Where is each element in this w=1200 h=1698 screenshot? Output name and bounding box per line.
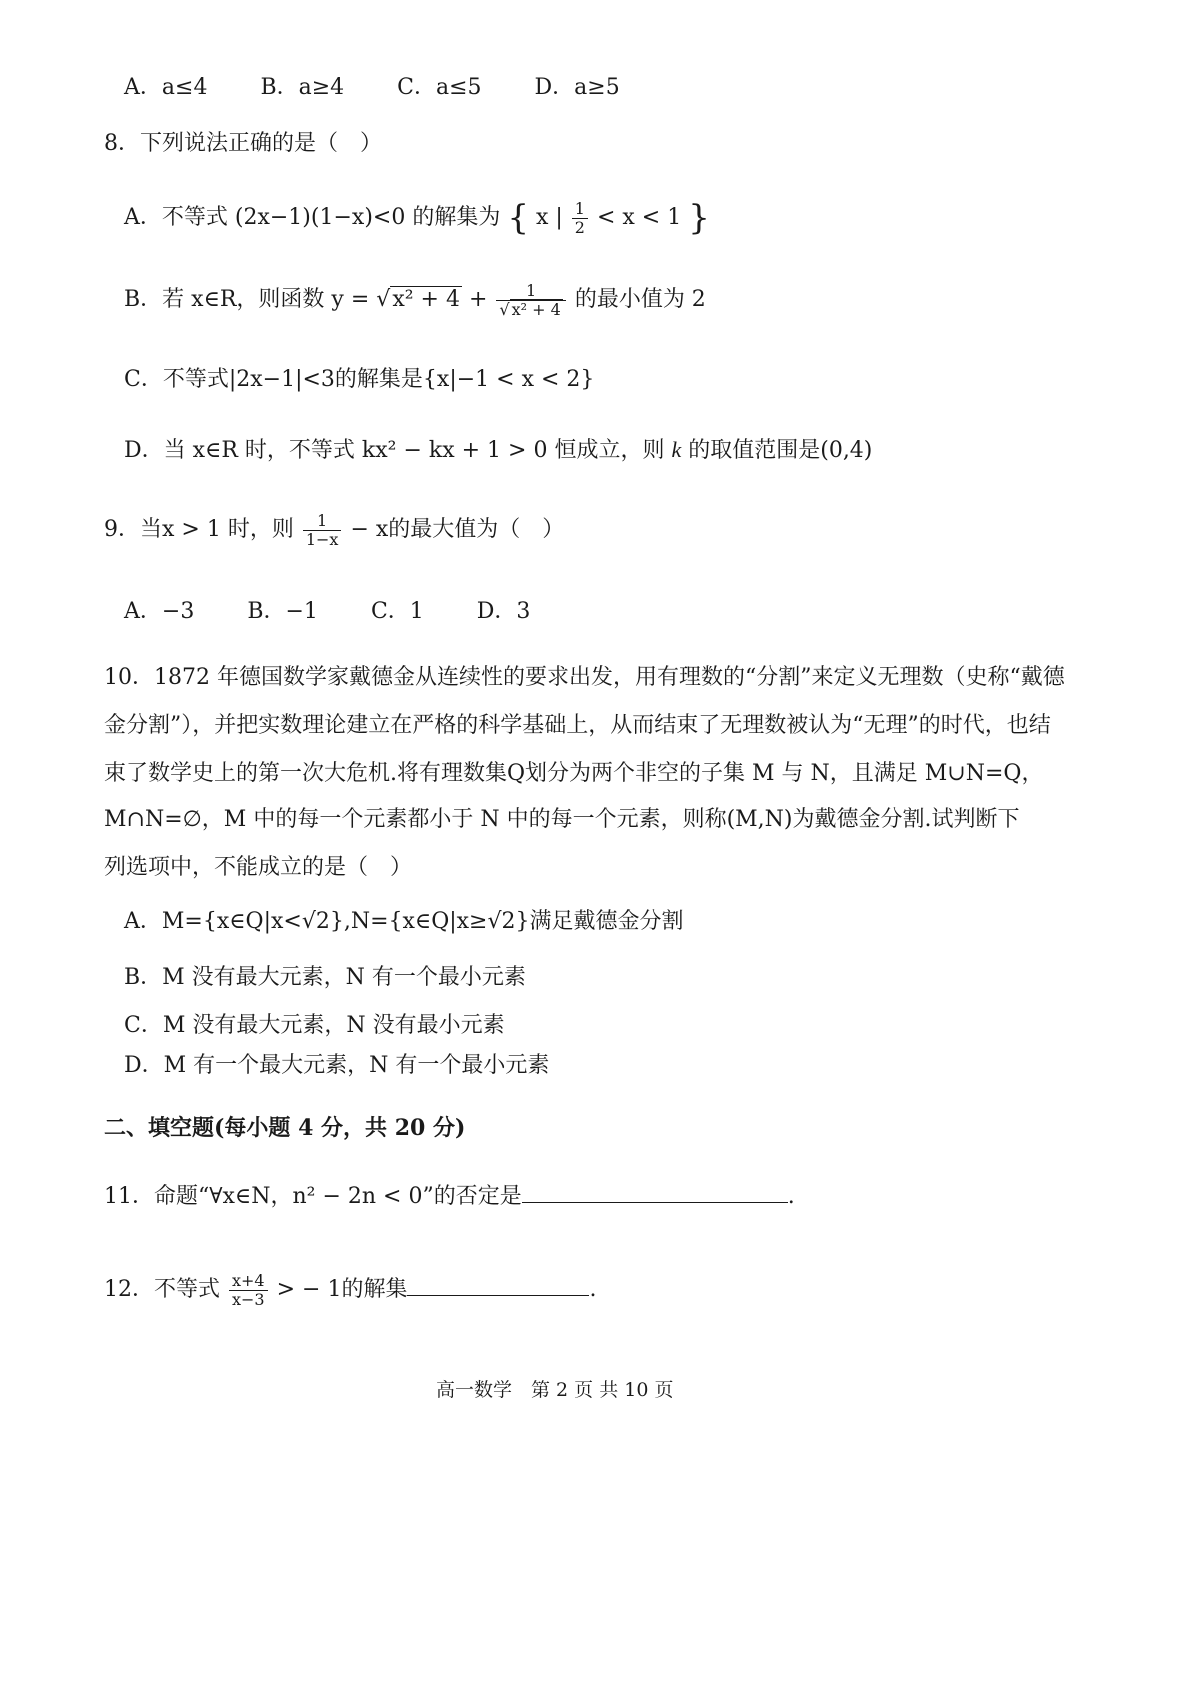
q8-a-prefix: A．不等式 [124, 205, 228, 231]
q9-frac-den: 1−x [305, 529, 339, 549]
q8-d-expr: kx² − kx + 1 > 0 [361, 438, 548, 463]
q9-options [124, 598, 530, 627]
q12-mid: > − 1的解集 [276, 1277, 408, 1303]
q7-option-c: C．a≤5 [397, 75, 482, 100]
q9-prefix: 9．当x > 1 时，则 [104, 517, 294, 543]
q9-option-b: B．−1 [247, 599, 318, 624]
q10-stem-line-4: M∩N=∅，M 中的每一个元素都小于 N 中的每一个元素，则称(M,N)为戴德金分割.试判断下 [104, 807, 1020, 832]
radical-sign-glyph: √ [376, 287, 391, 313]
q8-b-frac-num: 1 [496, 282, 565, 301]
q8-b-suffix: 的最小值为 2 [574, 287, 706, 313]
q8-a-set-left: x | [535, 205, 563, 231]
q12-suffix: . [589, 1277, 597, 1303]
q8-b-plus: + [468, 287, 488, 313]
q9-option-c: C．1 [370, 599, 424, 624]
q7-option-b: B．a≥4 [260, 75, 345, 100]
q12-prefix: 12．不等式 [104, 1277, 220, 1303]
q12-fraction [229, 1272, 268, 1308]
q8-a-frac-num: 1 [572, 200, 588, 219]
q8-d-suffix: 的取值范围是(0,4) [688, 438, 873, 463]
q11-answer-blank[interactable] [522, 1180, 788, 1203]
q8-option-b [124, 282, 706, 318]
q9-fraction [303, 512, 342, 548]
q8-option-d [124, 436, 872, 466]
q8-d-mid: 恒成立，则 [554, 438, 665, 463]
q8-a-fraction [572, 200, 588, 236]
q7-options [124, 74, 620, 103]
q8-option-a [124, 196, 710, 240]
q12-answer-blank[interactable] [407, 1273, 589, 1296]
q9-frac-num: 1 [303, 512, 342, 531]
q8-b-fraction [496, 282, 565, 318]
q7-option-a: A．a≤4 [124, 75, 208, 100]
q8-a-expr: (2x−1)(1−x)<0 [234, 205, 406, 231]
q10-option-d: D．M 有一个最大元素，N 有一个最小元素 [124, 1053, 550, 1078]
q8-a-set-right: < x < 1 [596, 205, 682, 231]
q8-a-frac-den: 2 [574, 217, 585, 237]
q8-b-expr-lead: y = [331, 287, 370, 313]
q8-stem: 8．下列说法正确的是（ ） [104, 131, 382, 156]
q10-stem-line-3: 束了数学史上的第一次大危机.将有理数集Q划分为两个非空的子集 M 与 N，且满足 M∪N=Q， [104, 761, 1044, 786]
q8-d-prefix: D．当 x∈R 时，不等式 [124, 438, 355, 463]
q9-stem [104, 512, 564, 548]
right-brace-glyph: } [688, 198, 710, 238]
q12-frac-num: x+4 [229, 1272, 268, 1291]
q10-stem-line-5: 列选项中，不能成立的是（ ） [104, 855, 413, 880]
q11 [104, 1180, 795, 1212]
q8-a-mid: 的解集为 [412, 205, 501, 231]
q8-b-sqrt: x² + 4 [392, 287, 460, 313]
q9-option-d: D．3 [476, 599, 531, 624]
q8-b-frac-den-wrap: √ x² + 4 [499, 299, 561, 319]
q7-option-d: D．a≥5 [534, 75, 620, 100]
q10-option-c: C．M 没有最大元素，N 没有最小元素 [124, 1013, 505, 1038]
q10-option-a: A．M={x∈Q|x<√2},N={x∈Q|x≥√2}满足戴德金分割 [124, 909, 684, 934]
q10-stem-line-1: 10．1872 年德国数学家戴德金从连续性的要求出发，用有理数的“分割”来定义无理数（史称“戴德 [104, 665, 1065, 690]
q11-prefix: 11．命题“∀x∈N，n² − 2n < 0”的否定是 [104, 1184, 522, 1209]
section-fill-in-title: 二、填空题(每小题 4 分，共 20 分) [104, 1115, 466, 1141]
q8-d-k: k [671, 437, 682, 462]
q10-stem-line-2: 金分割”），并把实数理论建立在严格的科学基础上，从而结束了无理数被认为“无理”的时代，也结 [104, 713, 1051, 738]
q12-frac-den: x−3 [232, 1289, 265, 1309]
q8-option-c: C．不等式|2x−1|<3的解集是{x|−1 < x < 2} [124, 367, 595, 392]
q11-suffix: . [787, 1184, 795, 1209]
left-brace-glyph: { [507, 198, 529, 238]
q9-option-a: A．−3 [124, 599, 195, 624]
q9-suffix: − x的最大值为（ ） [350, 517, 565, 543]
q8-b-frac-den: x² + 4 [511, 299, 561, 319]
q12 [104, 1272, 596, 1308]
q8-b-prefix: B．若 x∈R，则函数 [124, 287, 325, 313]
q10-option-b: B．M 没有最大元素，N 有一个最小元素 [124, 965, 526, 990]
page-footer: 高一数学 第 2 页 共 10 页 [436, 1379, 674, 1401]
